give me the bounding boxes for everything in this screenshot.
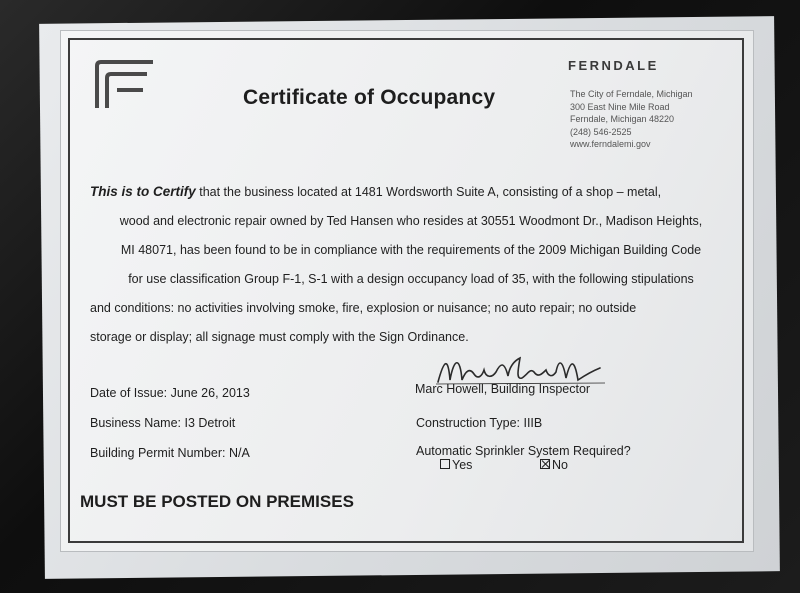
body-line: MI 48071, has been found to be in compliance with the requirements of the 2009 Michigan Building Code xyxy=(120,243,702,257)
sprinkler-yes-option xyxy=(440,458,472,472)
sprinkler-question: Automatic Sprinkler System Required? xyxy=(416,444,631,458)
body-line-text: that the business located at 1481 Wordsworth Suite A, consisting of a shop – metal, xyxy=(195,185,662,199)
certify-phrase: This is to Certify xyxy=(90,184,196,199)
no-label: No xyxy=(552,458,568,472)
body-line xyxy=(86,177,736,207)
date-of-issue: Date of Issue: June 26, 2013 xyxy=(90,386,250,400)
certificate-title: Certificate of Occupancy xyxy=(243,86,496,109)
sprinkler-no-option xyxy=(540,458,568,472)
business-name: Business Name: I3 Detroit xyxy=(90,416,236,430)
ferndale-logo-icon xyxy=(95,60,155,110)
body-line: and conditions: no activities involving smoke, fire, explosion or nuisance; no auto repair; no outside xyxy=(90,301,637,315)
body-line: for use classification Group F-1, S-1 with a design occupancy load of 35, with the following stipulations xyxy=(128,272,694,286)
address-line: www.ferndalemi.gov xyxy=(570,139,651,149)
address-line: 300 East Nine Mile Road xyxy=(570,101,670,112)
address-line: The City of Ferndale, Michigan xyxy=(570,89,693,99)
inspector-name: Marc Howell, Building Inspector xyxy=(415,382,591,396)
city-address xyxy=(570,88,693,151)
body-line: wood and electronic repair owned by Ted Hansen who resides at 30551 Woodmont Dr., Madison Heights, xyxy=(119,214,703,228)
city-name: FERNDALE xyxy=(568,58,659,73)
address-line: Ferndale, Michigan 48220 xyxy=(570,114,675,124)
yes-checkbox xyxy=(440,459,450,469)
construction-type: Construction Type: IIIB xyxy=(416,416,543,430)
yes-label: Yes xyxy=(452,458,473,472)
posted-notice: MUST BE POSTED ON PREMISES xyxy=(80,492,354,511)
address-line: (248) 546-2525 xyxy=(570,126,632,137)
no-checkbox-checked xyxy=(540,459,550,469)
body-line: storage or display; all signage must comply with the Sign Ordinance. xyxy=(90,330,469,344)
certificate-body xyxy=(86,177,736,352)
building-permit-number: Building Permit Number: N/A xyxy=(90,446,250,460)
